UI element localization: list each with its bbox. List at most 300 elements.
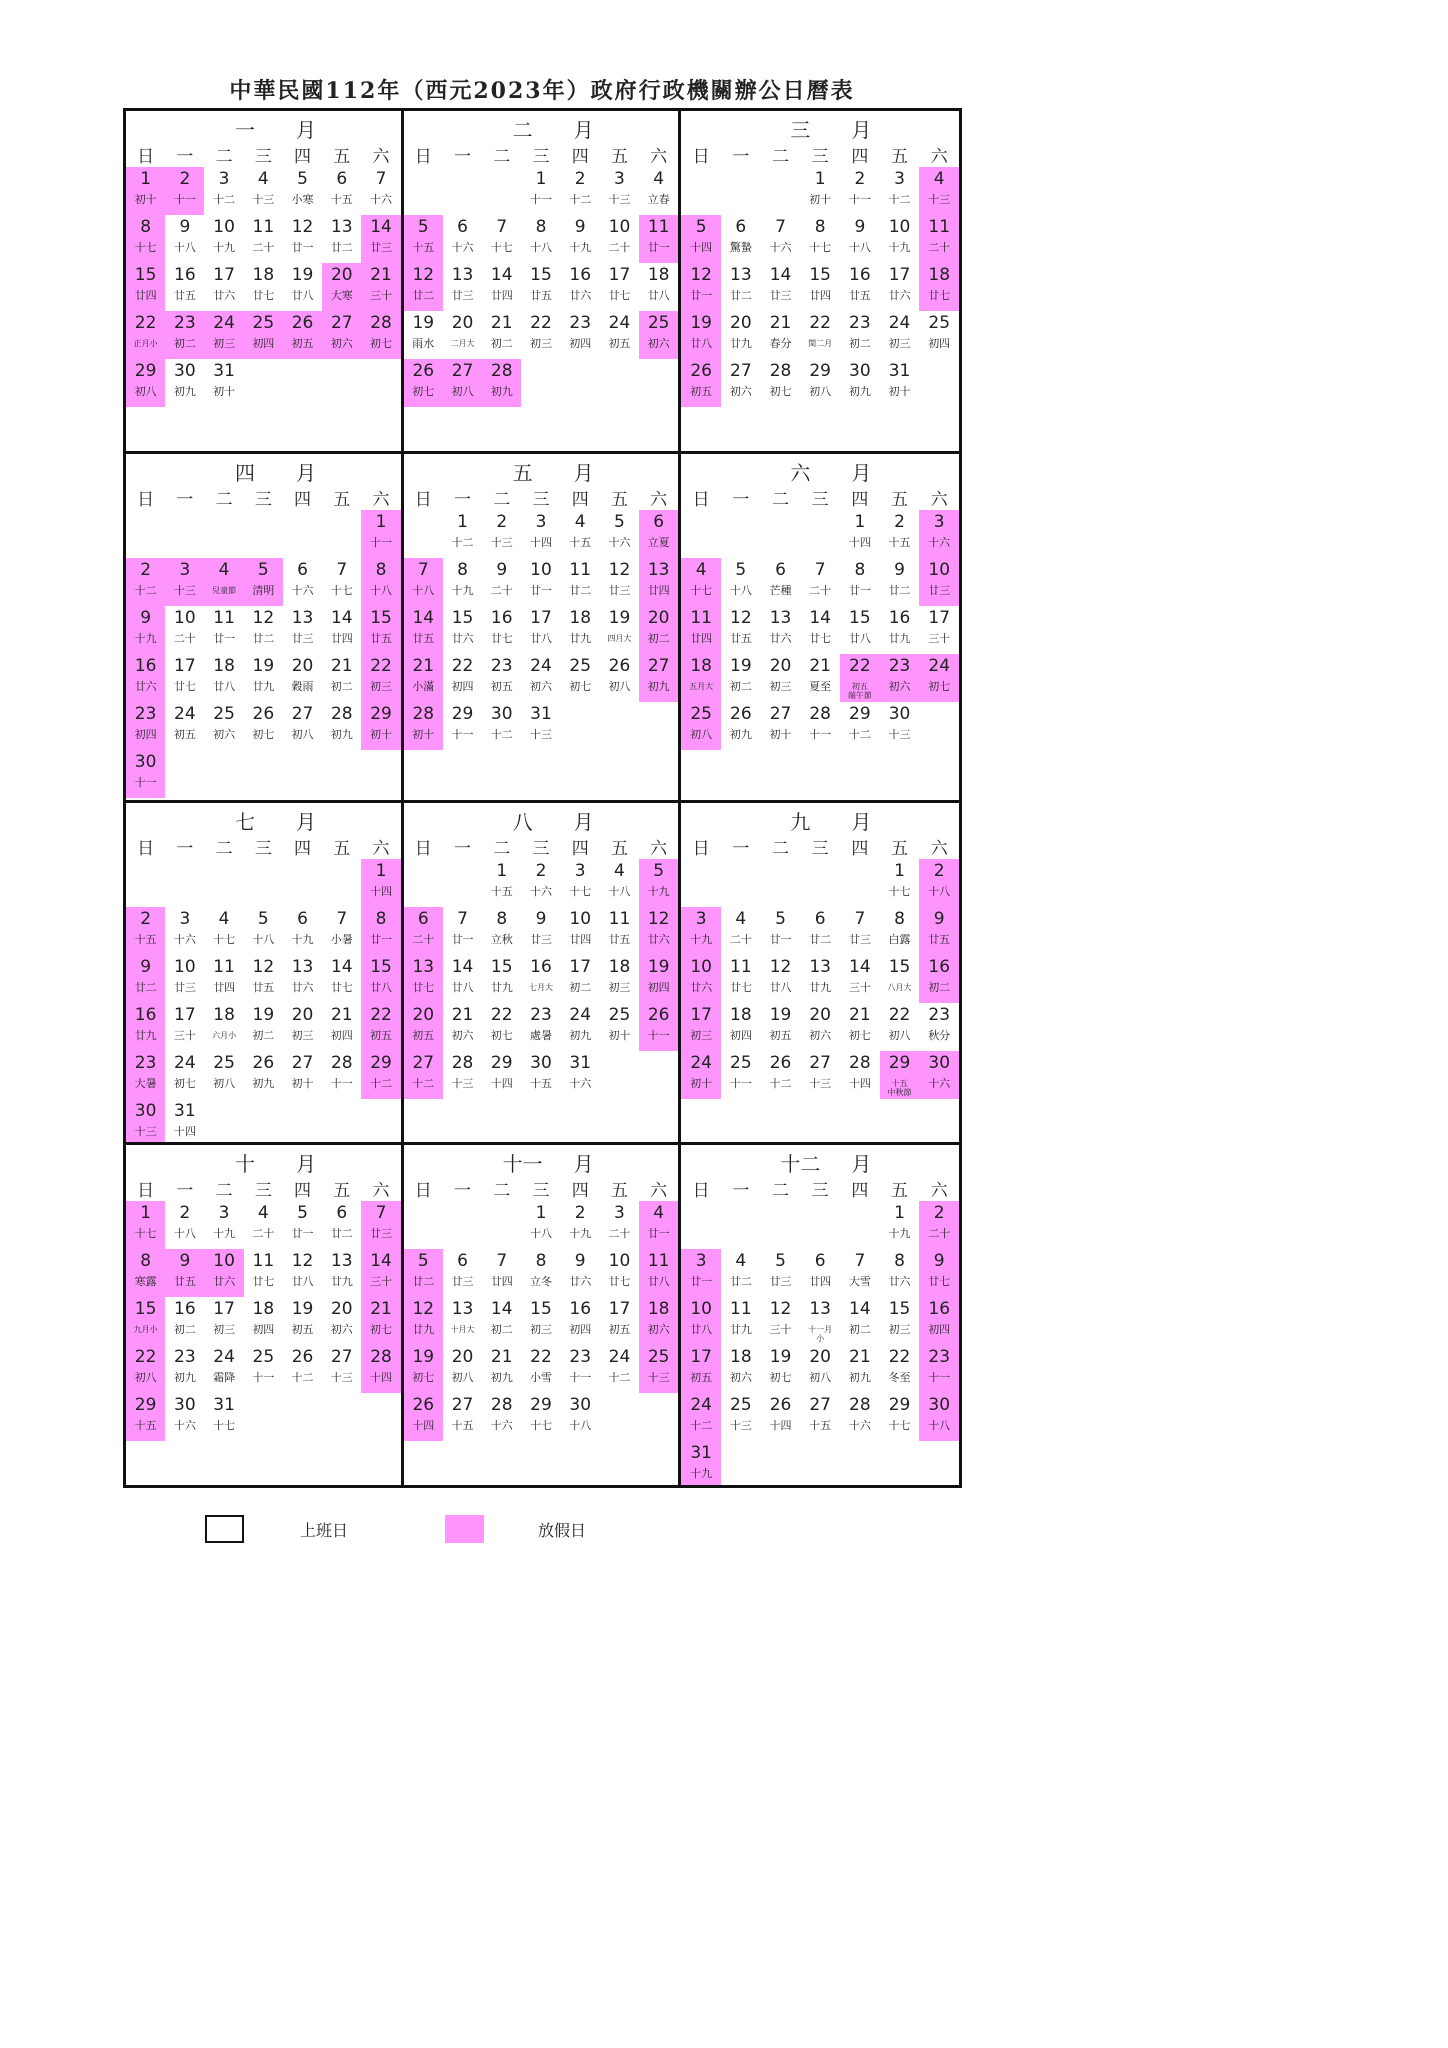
- day-number: 19: [291, 265, 314, 285]
- workday-cell: [244, 167, 283, 215]
- holiday-cell: [681, 558, 721, 606]
- month-name: 十: [235, 1152, 255, 1176]
- lunar-label: 八月大: [887, 983, 912, 992]
- lunar-label: 十四: [490, 1077, 513, 1090]
- day-number: 21: [370, 1299, 392, 1319]
- holiday-cell: [681, 1441, 721, 1485]
- day-number: 6: [336, 169, 348, 189]
- lunar-label: 初十: [809, 193, 832, 206]
- day-number: 23: [530, 1005, 552, 1025]
- lunar-label: 初八: [608, 680, 631, 693]
- empty-cell: [639, 1051, 678, 1099]
- empty-cell: [404, 510, 443, 558]
- weekday-label: 三: [254, 1181, 272, 1201]
- day-number: 27: [412, 1053, 435, 1073]
- week-row: [681, 859, 959, 907]
- workday-cell: [761, 311, 801, 359]
- empty-cell: [361, 359, 400, 407]
- lunar-label: 廿三: [173, 981, 196, 994]
- lunar-label: 廿六: [213, 289, 236, 302]
- weekday-label: 四: [851, 1181, 869, 1201]
- month-block: [404, 1145, 682, 1485]
- workday-cell: [482, 654, 521, 702]
- lunar-label: 十三: [647, 1371, 670, 1384]
- weekday-label: 日: [137, 839, 155, 859]
- day-number: 14: [490, 1299, 513, 1319]
- workday-cell: [639, 167, 678, 215]
- weekday-label: 六: [650, 839, 668, 859]
- weekday-label: 三: [811, 839, 829, 859]
- holiday-cell: [681, 955, 721, 1003]
- day-number: 3: [574, 861, 586, 881]
- lunar-label: 初八: [451, 385, 474, 398]
- month-header: [126, 1148, 401, 1176]
- day-number: 9: [574, 217, 586, 237]
- day-number: 2: [140, 560, 152, 580]
- workday-cell: [800, 167, 840, 215]
- weekday-header: [681, 485, 959, 509]
- lunar-label: 十八: [252, 933, 275, 946]
- lunar-label: 廿三: [451, 289, 474, 302]
- lunar-label: 二十: [729, 933, 752, 946]
- lunar-label: 十五: [809, 1419, 832, 1432]
- lunar-label: 大雪: [848, 1275, 871, 1288]
- day-number: 18: [213, 1005, 235, 1025]
- workday-cell: [482, 215, 521, 263]
- empty-cell: [721, 1201, 761, 1249]
- workday-cell: [482, 955, 521, 1003]
- month-days: [404, 167, 679, 407]
- lunar-label: 十四: [370, 1371, 393, 1384]
- lunar-label: 十一: [330, 1077, 353, 1090]
- weekday-label: 日: [692, 490, 710, 510]
- lunar-label: 廿八: [291, 1275, 314, 1288]
- day-number: 27: [291, 704, 314, 724]
- workday-cell: [600, 654, 639, 702]
- day-number: 18: [730, 1347, 752, 1367]
- lunar-label: 廿七: [608, 1275, 631, 1288]
- day-number: 31: [213, 361, 235, 381]
- day-number: 14: [330, 957, 353, 977]
- lunar-label: 初七: [490, 1029, 513, 1042]
- lunar-label: 初五: [490, 680, 513, 693]
- day-number: 10: [690, 1299, 712, 1319]
- day-number: 21: [330, 656, 353, 676]
- lunar-label: 初二: [569, 981, 592, 994]
- workday-cell: [283, 1003, 322, 1051]
- lunar-label: 十七: [134, 241, 157, 254]
- month-name: 十二: [780, 1152, 821, 1176]
- calendar-grid: [123, 108, 962, 1488]
- workday-cell: [443, 1297, 482, 1345]
- month-days: [404, 1201, 679, 1441]
- day-number: 4: [218, 909, 230, 929]
- lunar-label: 十八: [928, 1419, 951, 1432]
- lunar-label: 廿二: [569, 584, 592, 597]
- day-number: 10: [174, 957, 196, 977]
- week-row: [404, 702, 679, 750]
- day-number: 26: [647, 1005, 670, 1025]
- lunar-label: 十二: [370, 1077, 393, 1090]
- day-number: 13: [291, 608, 314, 628]
- lunar-label: [808, 1321, 832, 1343]
- empty-cell: [361, 750, 400, 798]
- holiday-cell: [126, 1297, 165, 1345]
- lunar-label: 十七: [569, 885, 592, 898]
- day-number: 15: [888, 1299, 911, 1319]
- workday-cell: [521, 654, 560, 702]
- empty-cell: [204, 859, 243, 907]
- holiday-cell: [681, 654, 721, 702]
- day-number: 2: [933, 861, 945, 881]
- day-number: 18: [213, 656, 235, 676]
- day-number: 4: [614, 861, 625, 881]
- weekday-label: 四: [294, 839, 312, 859]
- day-number: 15: [134, 265, 157, 285]
- lunar-label: 三十: [173, 1029, 196, 1042]
- lunar-label: 廿四: [213, 981, 236, 994]
- empty-cell: [761, 167, 801, 215]
- weekday-label: 四: [294, 147, 312, 167]
- workday-cell: [283, 215, 322, 263]
- weekday-header: [681, 142, 959, 166]
- workday-cell: [800, 1051, 840, 1099]
- day-number: 7: [375, 1203, 387, 1223]
- holiday-cell: [681, 702, 721, 750]
- lunar-label: 十七: [888, 885, 911, 898]
- day-number: 8: [854, 560, 866, 580]
- workday-cell: [443, 654, 482, 702]
- day-number: 19: [608, 608, 631, 628]
- day-number: 11: [608, 909, 631, 929]
- lunar-label: 初九: [490, 1371, 513, 1384]
- weekday-label: 二: [493, 147, 511, 167]
- day-number: 10: [608, 217, 631, 237]
- weekday-label: 五: [891, 839, 909, 859]
- holiday-cell: [639, 654, 678, 702]
- month-header: [404, 806, 679, 834]
- workday-cell: [482, 606, 521, 654]
- holiday-cell: [404, 1003, 443, 1051]
- workday-cell: [600, 606, 639, 654]
- week-row: [404, 654, 679, 702]
- day-number: 8: [375, 909, 387, 929]
- empty-cell: [639, 702, 678, 750]
- day-number: 6: [297, 560, 308, 580]
- holiday-cell: [361, 1297, 400, 1345]
- weekday-label: 六: [372, 147, 390, 167]
- workday-cell: [165, 1003, 204, 1051]
- day-number: 11: [569, 560, 592, 580]
- lunar-label: 廿三: [769, 289, 792, 302]
- day-number: 26: [769, 1053, 792, 1073]
- workday-cell: [283, 1051, 322, 1099]
- empty-cell: [204, 750, 243, 798]
- day-number: 25: [252, 313, 275, 333]
- week-row: [681, 1441, 959, 1485]
- lunar-label: 十三: [729, 1419, 752, 1432]
- week-row: [681, 702, 959, 750]
- weekday-label: 三: [532, 839, 550, 859]
- workday-cell: [561, 215, 600, 263]
- lunar-label: 大暑: [134, 1077, 157, 1090]
- lunar-label: 初四: [451, 680, 474, 693]
- lunar-date: 十一月: [808, 1325, 833, 1334]
- lunar-label: 廿二: [330, 241, 353, 254]
- week-row: [404, 215, 679, 263]
- lunar-label: 十六: [928, 536, 951, 549]
- workday-cell: [204, 359, 243, 407]
- week-row: [404, 1393, 679, 1441]
- lunar-label: 十九: [690, 933, 713, 946]
- lunar-label: 廿四: [809, 289, 832, 302]
- workday-cell: [600, 1249, 639, 1297]
- empty-cell: [482, 1201, 521, 1249]
- workday-cell: [840, 263, 880, 311]
- lunar-label: 初三: [529, 1323, 552, 1336]
- workday-cell: [521, 1003, 560, 1051]
- holiday-cell: [126, 558, 165, 606]
- lunar-label: 十七: [529, 1419, 552, 1432]
- day-number: 24: [690, 1053, 712, 1073]
- week-row: [404, 510, 679, 558]
- day-number: 6: [417, 909, 429, 929]
- lunar-date: 初五: [851, 682, 868, 691]
- lunar-label: 廿七: [173, 680, 196, 693]
- holiday-cell: [681, 215, 721, 263]
- month-block: [126, 803, 404, 1145]
- week-row: [404, 167, 679, 215]
- lunar-label: 十六: [370, 193, 393, 206]
- lunar-label: 初八: [134, 1371, 157, 1384]
- lunar-label: 初七: [370, 337, 393, 350]
- holiday-cell: [681, 1249, 721, 1297]
- day-number: 24: [174, 1053, 196, 1073]
- workday-cell: [840, 606, 880, 654]
- workday-cell: [443, 263, 482, 311]
- lunar-label: 十三: [888, 728, 911, 741]
- lunar-label: 十一: [134, 776, 157, 789]
- day-number: 9: [894, 560, 905, 580]
- workday-cell: [521, 1249, 560, 1297]
- month-header: [404, 1148, 679, 1176]
- empty-cell: [840, 859, 880, 907]
- day-number: 4: [933, 169, 945, 189]
- lunar-label: 十四: [370, 885, 393, 898]
- lunar-label: 十一: [451, 728, 474, 741]
- week-row: [126, 215, 401, 263]
- workday-cell: [165, 1297, 204, 1345]
- day-number: 23: [134, 1053, 157, 1073]
- lunar-label: 廿七: [252, 1275, 275, 1288]
- workday-cell: [482, 510, 521, 558]
- empty-cell: [204, 510, 243, 558]
- lunar-label: 初六: [529, 680, 552, 693]
- day-number: 26: [608, 656, 631, 676]
- day-number: 12: [252, 608, 275, 628]
- holiday-cell: [126, 1003, 165, 1051]
- holiday-cell: [681, 1393, 721, 1441]
- holiday-cell: [126, 606, 165, 654]
- workday-cell: [800, 215, 840, 263]
- weekday-label: 一: [732, 490, 750, 510]
- workday-cell: [165, 1051, 204, 1099]
- lunar-label: 廿六: [888, 1275, 911, 1288]
- month-block: [126, 111, 404, 454]
- lunar-label: 十八: [412, 584, 435, 597]
- workday-cell: [165, 1201, 204, 1249]
- workday-cell: [322, 702, 361, 750]
- day-number: 26: [690, 361, 712, 381]
- empty-cell: [639, 1393, 678, 1441]
- lunar-label: 二十: [252, 241, 275, 254]
- week-row: [126, 311, 401, 359]
- lunar-label: 十六: [490, 1419, 513, 1432]
- day-number: 14: [490, 265, 513, 285]
- workday-cell: [482, 1393, 521, 1441]
- day-number: 13: [730, 265, 752, 285]
- week-row: [126, 1297, 401, 1345]
- day-number: 4: [218, 560, 230, 580]
- lunar-label: 十二: [848, 728, 871, 741]
- weekday-label: 二: [772, 1181, 789, 1201]
- holiday-cell: [126, 167, 165, 215]
- workday-cell: [521, 606, 560, 654]
- day-number: 22: [370, 656, 392, 676]
- lunar-label: 廿七: [490, 632, 513, 645]
- weekday-header: [404, 142, 679, 166]
- lunar-label: 廿三: [608, 584, 631, 597]
- page-title: 中華民國112年（西元2023年）政府行政機關辦公日曆表: [229, 78, 855, 104]
- lunar-label: 雨水: [412, 337, 435, 350]
- day-number: 2: [179, 1203, 191, 1223]
- day-number: 18: [690, 656, 712, 676]
- day-number: 17: [690, 1005, 712, 1025]
- lunar-label: 初六: [809, 1029, 832, 1042]
- holiday-cell: [639, 955, 678, 1003]
- lunar-label: 兒童節: [212, 586, 237, 595]
- day-number: 5: [417, 217, 429, 237]
- empty-cell: [840, 1441, 880, 1485]
- holiday-cell: [126, 1099, 165, 1145]
- day-number: 27: [769, 704, 792, 724]
- holiday-cell: [361, 1249, 400, 1297]
- lunar-label: 穀雨: [291, 680, 314, 693]
- day-number: 10: [530, 560, 552, 580]
- day-number: 23: [928, 1005, 951, 1025]
- lunar-label: 二十: [809, 584, 832, 597]
- day-number: 17: [213, 265, 235, 285]
- month-word: 月: [296, 810, 316, 834]
- workday-cell: [244, 1201, 283, 1249]
- lunar-label: 廿三: [769, 1275, 792, 1288]
- empty-cell: [283, 1393, 322, 1441]
- day-number: 10: [888, 217, 911, 237]
- day-number: 2: [574, 1203, 586, 1223]
- empty-cell: [204, 1099, 243, 1145]
- day-number: 15: [490, 957, 513, 977]
- workday-cell: [800, 263, 840, 311]
- day-number: 12: [252, 957, 275, 977]
- week-row: [126, 167, 401, 215]
- month-word: 月: [851, 810, 872, 834]
- workday-cell: [600, 1003, 639, 1051]
- lunar-label: 廿一: [213, 632, 236, 645]
- day-number: 6: [297, 909, 308, 929]
- workday-cell: [283, 1201, 322, 1249]
- weekday-label: 一: [732, 147, 750, 167]
- lunar-label: 初五: [690, 1371, 713, 1384]
- day-number: 28: [451, 1053, 474, 1073]
- workday-cell: [244, 1345, 283, 1393]
- lunar-label: 初六: [330, 337, 353, 350]
- lunar-label: 廿七: [809, 632, 832, 645]
- workday-cell: [721, 1393, 761, 1441]
- lunar-label: 九月小: [133, 1325, 158, 1334]
- holiday-cell: [919, 859, 959, 907]
- weekday-label: 二: [215, 839, 233, 859]
- holiday-cell: [919, 1297, 959, 1345]
- day-number: 5: [653, 861, 665, 881]
- day-number: 9: [933, 1251, 945, 1271]
- lunar-label: 初三: [769, 680, 792, 693]
- workday-cell: [721, 1297, 761, 1345]
- day-number: 15: [530, 1299, 552, 1319]
- weekday-label: 六: [930, 490, 948, 510]
- lunar-label: 十九: [647, 885, 670, 898]
- empty-cell: [600, 359, 639, 407]
- week-row: [404, 955, 679, 1003]
- weekday-label: 六: [650, 1181, 668, 1201]
- workday-cell: [800, 702, 840, 750]
- day-number: 29: [370, 704, 392, 724]
- weekday-label: 一: [176, 1181, 194, 1201]
- day-number: 28: [490, 361, 513, 381]
- holiday-cell: [126, 215, 165, 263]
- legend-workday-label: 上班日: [300, 1521, 349, 1540]
- empty-cell: [800, 1201, 840, 1249]
- lunar-label: 廿五: [252, 981, 275, 994]
- holiday-cell: [681, 1051, 721, 1099]
- workday-cell: [880, 1345, 920, 1393]
- lunar-label: 十六: [848, 1419, 871, 1432]
- weekday-label: 四: [294, 1181, 312, 1201]
- day-number: 29: [888, 1395, 911, 1415]
- day-number: 15: [370, 608, 392, 628]
- holiday-cell: [919, 654, 959, 702]
- empty-cell: [600, 1051, 639, 1099]
- holiday-cell: [126, 955, 165, 1003]
- month-word: 月: [573, 1152, 594, 1176]
- day-number: 2: [574, 169, 586, 189]
- day-number: 18: [569, 608, 592, 628]
- weekday-label: 一: [176, 839, 194, 859]
- day-number: 3: [614, 1203, 625, 1223]
- workday-cell: [165, 907, 204, 955]
- lunar-label: 十七: [213, 933, 236, 946]
- empty-cell: [761, 1441, 801, 1485]
- month-block: [681, 111, 959, 454]
- holiday-cell: [681, 1003, 721, 1051]
- lunar-label: 十九: [134, 632, 157, 645]
- holiday-cell: [639, 1003, 678, 1051]
- day-number: 9: [535, 909, 547, 929]
- day-number: 1: [894, 861, 905, 881]
- week-row: [126, 955, 401, 1003]
- lunar-label: 二月大: [450, 339, 475, 348]
- lunar-label: 十一: [729, 1077, 752, 1090]
- day-number: 16: [888, 608, 911, 628]
